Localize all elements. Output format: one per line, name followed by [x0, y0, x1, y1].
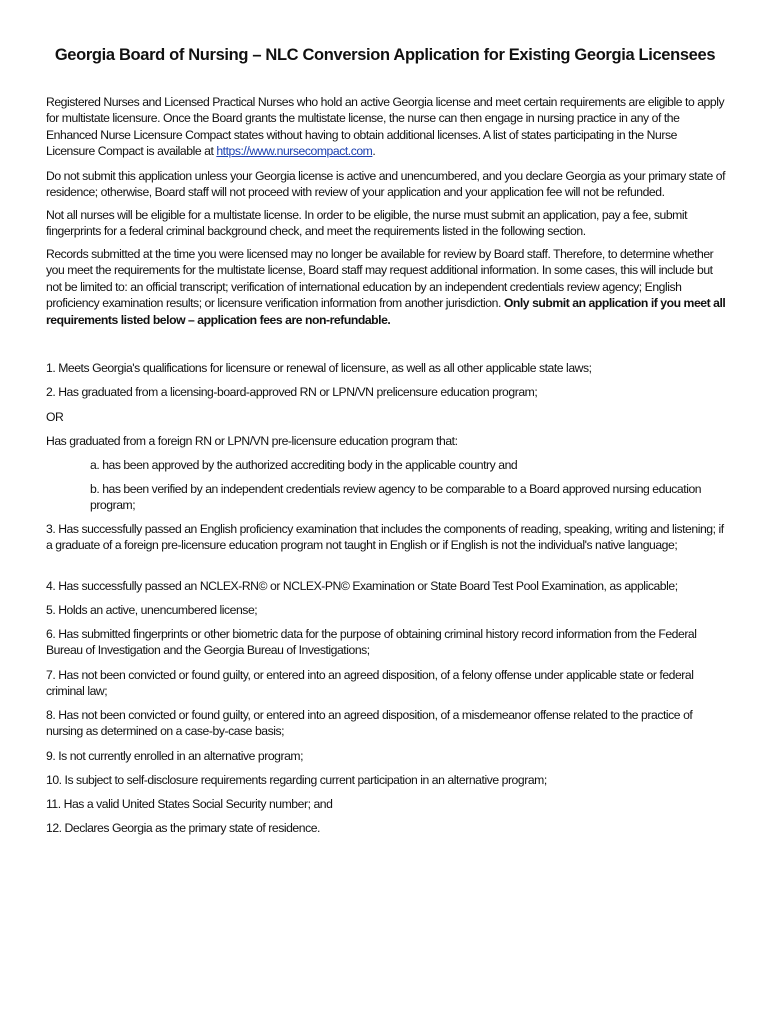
requirement-7: 7. Has not been convicted or found guilty, or entered into an agreed disposition, of a felony offense under applicable state or federal criminal law;: [46, 668, 694, 699]
requirement-10: 10. Is subject to self-disclosure requirements regarding current participation in an alternative program;: [46, 773, 547, 787]
requirement-12: 12. Declares Georgia as the primary state of residence.: [46, 821, 320, 835]
non-refundable-notice: Only submit an application if you meet all requirements listed below – application fees are non-refundable.: [46, 296, 726, 327]
nursecompact-link[interactable]: https://www.nursecompact.com: [216, 144, 373, 159]
intro-paragraph-records: [46, 246, 726, 328]
requirement-2-foreign-a: a. has been approved by the authorized accrediting body in the applicable country and: [90, 458, 518, 472]
requirement-6: 6. Has submitted fingerprints or other biometric data for the purpose of obtaining criminal history record information from the Federal Bureau of Investigation and the Georgia Bureau of Investigations;: [46, 627, 697, 658]
requirement-5: 5. Holds an active, unencumbered license;: [46, 603, 258, 617]
records-text: Records submitted at the time you were licensed may no longer be available for review by Board staff. Therefore, to determine whether you meet the requirements for the multistate license, Board staff may request additional information. In some cases, this will include but not be limited to: an official transcript; verification of international education by an independent credentials review agency; English proficiency examination results; or licensure verification information from another jurisdiction.: [46, 247, 714, 311]
requirement-4: 4. Has successfully passed an NCLEX-RN© or NCLEX-PN© Examination or State Board Test Pool Examination, as applicable;: [46, 579, 678, 593]
requirement-or: OR: [46, 410, 64, 424]
intro-paragraph-requirements: Not all nurses will be eligible for a multistate license. In order to be eligible, the nurse must submit an application, pay a fee, submit fingerprints for a federal criminal background check, and meet the requirements listed in the following section.: [46, 208, 688, 239]
requirement-11: 11. Has a valid United States Social Security number; and: [46, 797, 333, 811]
requirement-2-foreign-b: b. has been verified by an independent credentials review agency to be comparable to a Board approved nursing education program;: [90, 482, 702, 513]
intro-period: .: [372, 144, 376, 159]
requirement-2-foreign: Has graduated from a foreign RN or LPN/VN pre-licensure education program that:: [46, 434, 458, 448]
requirement-9: 9. Is not currently enrolled in an alternative program;: [46, 749, 304, 763]
requirement-3: 3. Has successfully passed an English proficiency examination that includes the components of reading, speaking, writing and listening; if a graduate of a foreign pre-licensure education program not taught in English or if English is not the individual's native language;: [46, 522, 724, 553]
requirement-8: 8. Has not been convicted or found guilty, or entered into an agreed disposition, of a misdemeanor offense related to the practice of nursing as determined on a case-by-case basis;: [46, 708, 693, 739]
intro-paragraph-warning: Do not submit this application unless your Georgia license is active and unencumbered, and you declare Georgia as your primary state of residence; otherwise, Board staff will not proceed with review of your application and your application fee will not be refunded.: [46, 169, 726, 200]
intro-text: Registered Nurses and Licensed Practical Nurses who hold an active Georgia license and meet certain requirements are eligible to apply for multistate licensure. Once the Board grants the multistate license, the nurse can then engage in nursing practice in any of the Enhanced Nurse Licensure Compact states without having to obtain additional licenses. A list of states participating in the Nurse Licensure Compact is available at: [46, 95, 725, 159]
intro-paragraph-eligibility: [46, 94, 726, 160]
page-title: Georgia Board of Nursing – NLC Conversion Application for Existing Georgia Licensees: [54, 46, 716, 64]
requirement-1: 1. Meets Georgia's qualifications for licensure or renewal of licensure, as well as all other applicable state laws;: [46, 361, 592, 375]
requirement-2: 2. Has graduated from a licensing-board-approved RN or LPN/VN prelicensure education program;: [46, 385, 538, 399]
